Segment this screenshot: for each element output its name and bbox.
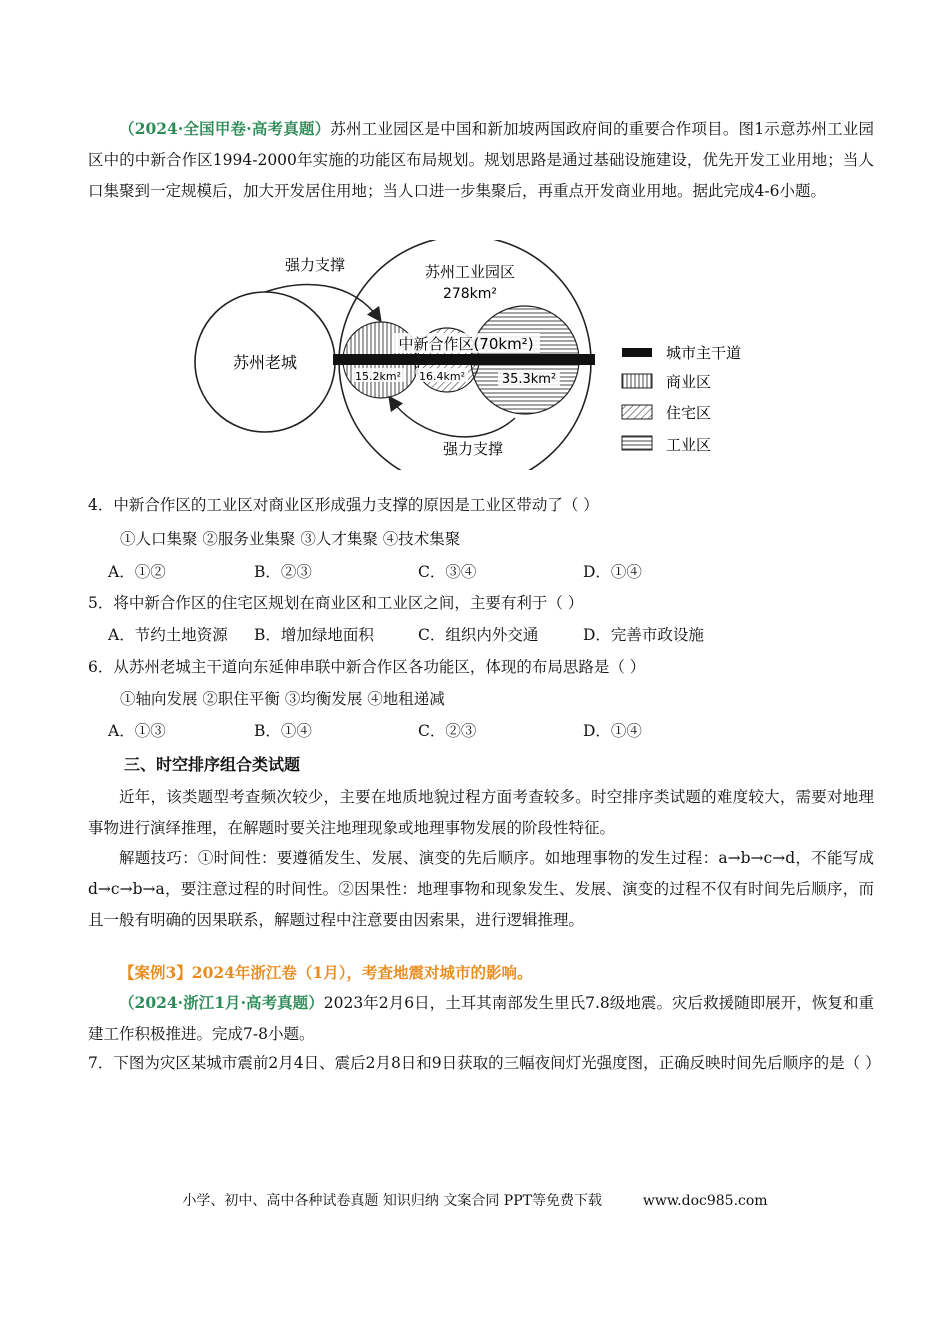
legend-commercial-label: 商业区 — [666, 373, 712, 391]
old-city-label: 苏州老城 — [232, 353, 298, 372]
commercial-area-label: 15.2km² — [355, 370, 401, 383]
section-3-heading: 三、时空排序组合类试题 — [124, 755, 301, 774]
question-6-option-d[interactable]: D．①④ — [583, 722, 642, 740]
section-3-paragraph-2: 解题技巧：①时间性：要遵循发生、发展、演变的先后顺序。如地理事物的发生过程：a→b→c→d，不能写成d→c→b→a，要注意过程的时间性。②因果性：地理事物和现象发生、发展、演变的过程不仅有时间先后顺序，而且一般有明确的因果联系，解题过程中注意要由因索果，进行逻辑推理。 — [88, 849, 874, 929]
legend-residential-label: 住宅区 — [666, 404, 712, 422]
residential-area-label: 16.4km² — [419, 370, 465, 383]
question-4-option-d[interactable]: D．①④ — [583, 563, 642, 581]
source-tag: （2024·全国甲卷·高考真题） — [119, 119, 331, 138]
question-4-option-c[interactable]: C．③④ — [418, 563, 477, 581]
legend-residential-swatch — [622, 405, 652, 419]
question-6-stem: 6．从苏州老城主干道向东延伸串联中新合作区各功能区，体现的布局思路是（ ） — [88, 658, 646, 676]
legend-road-swatch — [622, 348, 652, 357]
question-6-option-c[interactable]: C．②③ — [418, 722, 477, 740]
legend — [622, 344, 741, 454]
question-5-option-d[interactable]: D．完善市政设施 — [583, 626, 704, 644]
main-road — [333, 354, 595, 365]
park-name-label: 苏州工业园区 — [424, 263, 516, 281]
footer-text: 小学、初中、高中各种试卷真题 知识归纳 文案合同 PPT等免费下载 — [182, 1193, 602, 1209]
legend-commercial-swatch — [622, 374, 652, 388]
legend-industrial-swatch — [622, 436, 652, 450]
support-label-top: 强力支撑 — [284, 256, 346, 274]
question-4-items: ①人口集聚 ②服务业集聚 ③人才集聚 ④技术集聚 — [120, 530, 461, 548]
section-3-paragraph-1: 近年，该类题型考查频次较少，主要在地质地貌过程方面考查较多。时空排序类试题的难度较大，需要对地理事物进行演绎推理，在解题时要关注地理现象或地理事物发展的阶段性特征。 — [88, 788, 874, 837]
case-3-text: 2023年2月6日，土耳其南部发生里氏7.8级地震。灾后救援随即展开，恢复和重建工作积极推进。完成7-8小题。 — [88, 994, 875, 1043]
question-4-option-b[interactable]: B．②③ — [254, 563, 312, 581]
case-3-paragraph — [88, 987, 874, 1050]
case-3-label: 【案例3】2024年浙江卷（1月），考查地震对城市的影响。 — [119, 963, 533, 982]
intro-text: 苏州工业园区是中国和新加坡两国政府间的重要合作项目。图1示意苏州工业园区中的中新合作区1994-2000年实施的功能区布局规划。规划思路是通过基础设施建设，优先开发工业用地；当人口集聚到一定规模后，加大开发居住用地；当人口进一步集聚后，再重点开发商业用地。据此完成4-6小题。 — [88, 120, 874, 200]
question-5-option-b[interactable]: B．增加绿地面积 — [254, 626, 374, 644]
question-6-items: ①轴向发展 ②职住平衡 ③均衡发展 ④地租递减 — [120, 690, 445, 708]
case-3-source-tag: （2024·浙江1月·高考真题） — [119, 993, 324, 1012]
question-4-stem: 4．中新合作区的工业区对商业区形成强力支撑的原因是工业区带动了（ ） — [88, 496, 599, 514]
figure-1-diagram — [190, 240, 770, 470]
legend-road-label: 城市主干道 — [666, 344, 742, 362]
question-6-option-b[interactable]: B．①④ — [254, 722, 312, 740]
park-area-label: 278km² — [442, 286, 498, 302]
page-footer — [0, 1190, 950, 1210]
question-6-option-a[interactable]: A．①③ — [108, 722, 166, 740]
intro-paragraph — [88, 113, 874, 207]
industrial-area-label: 35.3km² — [501, 372, 557, 387]
question-5-option-c[interactable]: C．组织内外交通 — [418, 626, 539, 644]
zone-name-label: 中新合作区(70km²) — [398, 335, 534, 353]
case-3-label-line — [88, 957, 874, 989]
legend-industrial-label: 工业区 — [666, 436, 712, 454]
question-7-stem: 7．下图为灾区某城市震前2月4日、震后2月8日和9日获取的三幅夜间灯光强度图，正确反映时间先后顺序的是（ ） — [88, 1054, 881, 1072]
question-4-option-a[interactable]: A．①② — [108, 563, 166, 581]
question-5-option-a[interactable]: A．节约土地资源 — [108, 626, 228, 644]
footer-url[interactable]: www.doc985.com — [642, 1193, 768, 1209]
support-label-bottom: 强力支撑 — [442, 440, 504, 458]
question-5-stem: 5．将中新合作区的住宅区规划在商业区和工业区之间，主要有利于（ ） — [88, 594, 584, 612]
